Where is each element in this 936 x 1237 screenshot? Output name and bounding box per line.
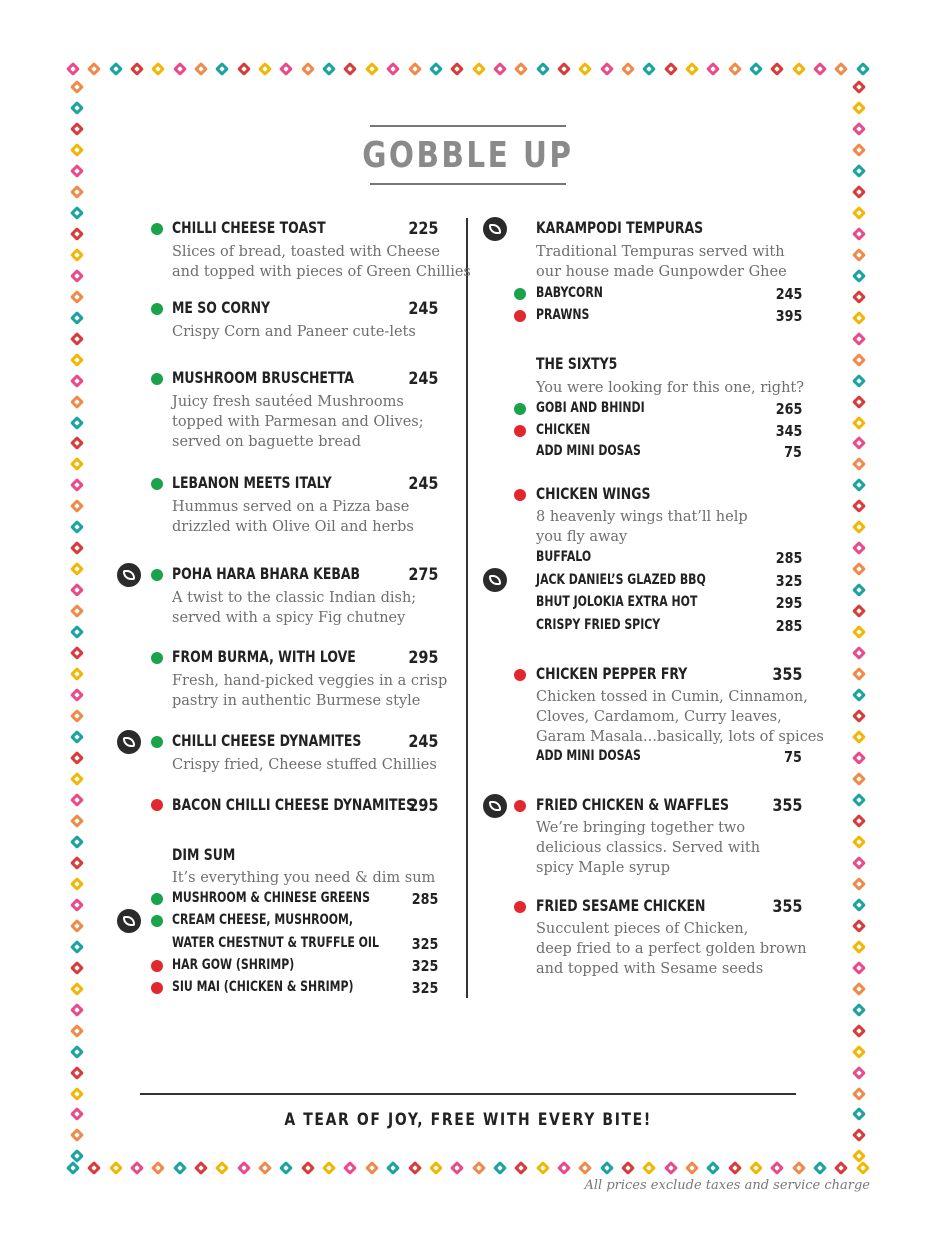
border-diamond xyxy=(70,290,84,304)
border-diamond xyxy=(685,62,699,76)
border-diamond xyxy=(151,1161,165,1175)
option-label: CRISPY FRIED SPICY xyxy=(536,617,661,633)
option-price: 325 xyxy=(411,935,438,953)
item-description: Crispy fried, Cheese stuffed Chillies xyxy=(172,757,437,773)
border-diamond xyxy=(852,415,866,429)
item-price: 225 xyxy=(407,219,438,239)
border-diamond xyxy=(322,1161,336,1175)
border-diamond xyxy=(66,62,80,76)
border-diamond xyxy=(70,961,84,975)
border-diamond xyxy=(792,62,806,76)
decorative-border-top xyxy=(68,60,868,78)
border-diamond xyxy=(70,667,84,681)
border-diamond xyxy=(856,62,870,76)
border-diamond xyxy=(834,1161,848,1175)
menu-item xyxy=(172,564,413,583)
non-veg-icon xyxy=(514,901,526,913)
item-price: 355 xyxy=(771,665,802,685)
border-diamond xyxy=(852,80,866,94)
border-diamond xyxy=(852,394,866,408)
option-label: CREAM CHEESE, MUSHROOM, xyxy=(172,912,354,928)
border-diamond xyxy=(70,604,84,618)
price-note: All prices exclude taxes and service charge xyxy=(584,1178,870,1193)
border-diamond xyxy=(685,1161,699,1175)
border-diamond xyxy=(852,101,866,115)
border-diamond xyxy=(258,62,272,76)
border-diamond xyxy=(429,1161,443,1175)
option-label: CHICKEN xyxy=(536,422,591,438)
border-diamond xyxy=(852,625,866,639)
border-diamond xyxy=(852,478,866,492)
option-label: ADD MINI DOSAS xyxy=(536,748,641,764)
item-description: 8 heavenly wings that’ll help you fly away xyxy=(536,509,748,545)
spicy-chili-icon xyxy=(483,568,507,592)
border-diamond xyxy=(852,185,866,199)
option-price: 285 xyxy=(775,549,802,567)
border-diamond xyxy=(70,1003,84,1017)
spicy-chili-icon xyxy=(117,563,141,587)
border-diamond xyxy=(215,1161,229,1175)
border-diamond xyxy=(852,772,866,786)
border-diamond xyxy=(852,1065,866,1079)
item-price: 245 xyxy=(407,732,438,752)
border-diamond xyxy=(279,62,293,76)
border-diamond xyxy=(852,332,866,346)
border-diamond xyxy=(852,898,866,912)
border-diamond xyxy=(70,646,84,660)
border-diamond xyxy=(429,62,443,76)
border-diamond xyxy=(343,62,357,76)
item-price: 275 xyxy=(407,565,438,585)
border-diamond xyxy=(70,499,84,513)
spicy-chili-icon xyxy=(483,217,507,241)
border-diamond xyxy=(706,62,720,76)
option-label: HAR GOW (SHRIMP) xyxy=(172,957,295,973)
item-price: 295 xyxy=(407,648,438,668)
item-name: THE SIXTY5 xyxy=(536,354,618,373)
veg-icon xyxy=(151,303,163,315)
menu-item xyxy=(172,298,298,317)
border-diamond xyxy=(852,583,866,597)
item-name: DIM SUM xyxy=(172,845,236,864)
veg-icon xyxy=(151,478,163,490)
border-diamond xyxy=(130,1161,144,1175)
veg-icon xyxy=(151,736,163,748)
border-diamond xyxy=(365,1161,379,1175)
option-price: 395 xyxy=(775,307,802,325)
border-diamond xyxy=(70,688,84,702)
border-diamond xyxy=(70,793,84,807)
option-price: 325 xyxy=(411,979,438,997)
border-diamond xyxy=(852,1128,866,1142)
border-diamond xyxy=(70,80,84,94)
border-diamond xyxy=(664,1161,678,1175)
menu-item xyxy=(536,896,753,915)
border-diamond xyxy=(70,814,84,828)
border-diamond xyxy=(386,1161,400,1175)
border-diamond xyxy=(70,1065,84,1079)
border-diamond xyxy=(852,227,866,241)
border-diamond xyxy=(66,1161,80,1175)
menu-item xyxy=(536,218,750,237)
option-price: 295 xyxy=(775,594,802,612)
item-description: Fresh, hand-picked veggies in a crisp pastry in authentic Burmese style xyxy=(172,673,448,709)
border-diamond xyxy=(70,1024,84,1038)
border-diamond xyxy=(109,62,123,76)
option-label: WATER CHESTNUT & TRUFFLE OIL xyxy=(172,935,379,951)
border-diamond xyxy=(852,940,866,954)
border-diamond xyxy=(642,1161,656,1175)
border-diamond xyxy=(70,520,84,534)
option-label: SIU MAI (CHICKEN & SHRIMP) xyxy=(172,979,354,995)
border-diamond xyxy=(173,1161,187,1175)
border-diamond xyxy=(852,982,866,996)
item-description: Hummus served on a Pizza base drizzled with Olive Oil and herbs xyxy=(172,499,414,535)
border-diamond xyxy=(70,1086,84,1100)
border-diamond xyxy=(852,520,866,534)
option-label: BUFFALO xyxy=(536,549,592,565)
border-diamond xyxy=(70,562,84,576)
item-name: FROM BURMA, WITH LOVE xyxy=(172,647,356,666)
border-diamond xyxy=(557,1161,571,1175)
border-diamond xyxy=(770,1161,784,1175)
border-diamond xyxy=(852,143,866,157)
border-diamond xyxy=(792,1161,806,1175)
item-description: Crispy Corn and Paneer cute-lets xyxy=(172,324,416,340)
border-diamond xyxy=(852,730,866,744)
item-name: CHILLI CHEESE TOAST xyxy=(172,218,326,237)
border-diamond xyxy=(728,1161,742,1175)
item-description: You were looking for this one, right? xyxy=(536,380,805,396)
item-name: CHICKEN WINGS xyxy=(536,484,651,503)
border-diamond xyxy=(852,248,866,262)
spicy-chili-icon xyxy=(117,730,141,754)
item-name: MUSHROOM BRUSCHETTA xyxy=(172,368,354,387)
decorative-border-bottom xyxy=(68,1159,868,1177)
column-divider xyxy=(466,218,468,998)
menu-item xyxy=(172,647,408,666)
border-diamond xyxy=(852,373,866,387)
border-diamond xyxy=(322,62,336,76)
border-diamond xyxy=(852,1149,866,1163)
border-diamond xyxy=(852,1003,866,1017)
border-diamond xyxy=(852,122,866,136)
border-diamond xyxy=(852,436,866,450)
border-diamond xyxy=(70,583,84,597)
border-diamond xyxy=(852,793,866,807)
menu-item xyxy=(536,795,783,814)
item-description: It’s everything you need & dim sum xyxy=(172,870,436,886)
tagline-text: A TEAR OF JOY, FREE WITH EVERY BITE! xyxy=(284,1110,652,1130)
border-diamond xyxy=(70,856,84,870)
border-diamond xyxy=(87,62,101,76)
non-veg-icon xyxy=(514,800,526,812)
border-diamond xyxy=(109,1161,123,1175)
border-diamond xyxy=(70,227,84,241)
item-name: CHILLI CHEESE DYNAMITES xyxy=(172,731,362,750)
non-veg-icon xyxy=(151,960,163,972)
border-diamond xyxy=(70,730,84,744)
border-diamond xyxy=(70,1044,84,1058)
border-diamond xyxy=(70,269,84,283)
border-diamond xyxy=(852,1044,866,1058)
border-diamond xyxy=(852,269,866,283)
border-diamond xyxy=(834,62,848,76)
border-diamond xyxy=(749,62,763,76)
item-description: We’re bringing together two delicious classics. Served with spicy Maple syrup xyxy=(536,820,761,876)
border-diamond xyxy=(852,835,866,849)
border-diamond xyxy=(852,1024,866,1038)
border-diamond xyxy=(664,62,678,76)
border-diamond xyxy=(70,982,84,996)
item-description: A twist to the classic Indian dish; served with a spicy Fig chutney xyxy=(172,590,417,626)
menu-item xyxy=(172,731,415,750)
border-diamond xyxy=(852,709,866,723)
border-diamond xyxy=(852,814,866,828)
border-diamond xyxy=(514,1161,528,1175)
border-diamond xyxy=(852,1086,866,1100)
border-diamond xyxy=(70,919,84,933)
border-diamond xyxy=(621,62,635,76)
item-name: KARAMPODI TEMPURAS xyxy=(536,218,704,237)
item-name: LEBANON MEETS ITALY xyxy=(172,473,332,492)
veg-icon xyxy=(151,652,163,664)
border-diamond xyxy=(279,1161,293,1175)
non-veg-icon xyxy=(514,425,526,437)
border-diamond xyxy=(70,940,84,954)
border-diamond xyxy=(70,415,84,429)
veg-icon xyxy=(151,373,163,385)
border-diamond xyxy=(813,62,827,76)
border-diamond xyxy=(70,835,84,849)
option-price: 325 xyxy=(775,572,802,590)
item-price: 355 xyxy=(771,796,802,816)
border-diamond xyxy=(852,646,866,660)
item-price: 355 xyxy=(771,897,802,917)
border-diamond xyxy=(852,604,866,618)
border-diamond xyxy=(87,1161,101,1175)
menu-item xyxy=(172,473,377,492)
page-title-frame xyxy=(362,125,574,185)
border-diamond xyxy=(70,1128,84,1142)
border-diamond xyxy=(852,541,866,555)
non-veg-icon xyxy=(514,489,526,501)
border-diamond xyxy=(301,1161,315,1175)
border-diamond xyxy=(813,1161,827,1175)
border-diamond xyxy=(852,164,866,178)
border-diamond xyxy=(852,688,866,702)
item-description: Chicken tossed in Cumin, Cinnamon, Cloves, Cardamom, Curry leaves, Garam Masala...basically, lots of spices xyxy=(536,689,824,745)
border-diamond xyxy=(852,206,866,220)
item-description: Succulent pieces of Chicken, deep fried to a perfect golden brown and topped with Sesame seeds xyxy=(536,921,807,977)
border-diamond xyxy=(173,62,187,76)
border-diamond xyxy=(70,436,84,450)
border-diamond xyxy=(621,1161,635,1175)
border-diamond xyxy=(852,499,866,513)
border-diamond xyxy=(365,62,379,76)
item-description: Traditional Tempuras served with our house made Gunpowder Ghee xyxy=(536,244,787,280)
item-name: FRIED SESAME CHICKEN xyxy=(536,896,706,915)
border-diamond xyxy=(770,62,784,76)
border-diamond xyxy=(70,164,84,178)
border-diamond xyxy=(450,62,464,76)
border-diamond xyxy=(70,394,84,408)
border-diamond xyxy=(70,373,84,387)
veg-icon xyxy=(514,403,526,415)
border-diamond xyxy=(578,1161,592,1175)
border-diamond xyxy=(70,625,84,639)
item-name: BACON CHILLI CHEESE DYNAMITES xyxy=(172,795,416,814)
border-diamond xyxy=(471,62,485,76)
veg-icon xyxy=(151,915,163,927)
item-name: FRIED CHICKEN & WAFFLES xyxy=(536,795,730,814)
border-diamond xyxy=(70,185,84,199)
border-diamond xyxy=(600,62,614,76)
border-diamond xyxy=(70,206,84,220)
border-diamond xyxy=(514,62,528,76)
border-diamond xyxy=(535,62,549,76)
option-price: 285 xyxy=(411,890,438,908)
border-diamond xyxy=(852,751,866,765)
item-price: 245 xyxy=(407,369,438,389)
option-label: BABYCORN xyxy=(536,285,603,301)
border-diamond xyxy=(70,751,84,765)
item-price: 295 xyxy=(407,796,438,816)
border-diamond xyxy=(856,1161,870,1175)
border-diamond xyxy=(450,1161,464,1175)
veg-icon xyxy=(514,288,526,300)
border-diamond xyxy=(749,1161,763,1175)
veg-icon xyxy=(151,223,163,235)
border-diamond xyxy=(70,1149,84,1163)
border-diamond xyxy=(852,877,866,891)
border-diamond xyxy=(194,62,208,76)
item-description: Juicy fresh sautéed Mushrooms topped with Parmesan and Olives; served on baguette bread xyxy=(172,394,424,450)
border-diamond xyxy=(70,478,84,492)
spicy-chili-icon xyxy=(483,794,507,818)
spicy-chili-icon xyxy=(117,909,141,933)
page-title: GOBBLE UP xyxy=(362,134,574,176)
non-veg-icon xyxy=(514,669,526,681)
decorative-border-left xyxy=(68,82,86,1162)
non-veg-icon xyxy=(151,799,163,811)
border-diamond xyxy=(215,62,229,76)
border-diamond xyxy=(852,290,866,304)
border-diamond xyxy=(407,62,421,76)
option-label: BHUT JOLOKIA EXTRA HOT xyxy=(536,594,698,610)
option-label: PRAWNS xyxy=(536,307,590,323)
menu-item xyxy=(536,484,683,503)
border-diamond xyxy=(852,856,866,870)
option-label: MUSHROOM & CHINESE GREENS xyxy=(172,890,370,906)
veg-icon xyxy=(151,569,163,581)
option-price: 245 xyxy=(775,285,802,303)
item-price: 245 xyxy=(407,299,438,319)
border-diamond xyxy=(852,919,866,933)
menu-item xyxy=(172,218,369,237)
option-price: 345 xyxy=(775,422,802,440)
option-price: 285 xyxy=(775,617,802,635)
border-diamond xyxy=(70,248,84,262)
option-price: 75 xyxy=(784,748,802,766)
item-price: 245 xyxy=(407,474,438,494)
border-diamond xyxy=(70,877,84,891)
menu-item xyxy=(536,354,640,373)
border-diamond xyxy=(301,62,315,76)
menu-item-dim-sum xyxy=(172,845,253,864)
border-diamond xyxy=(852,311,866,325)
border-diamond xyxy=(600,1161,614,1175)
border-diamond xyxy=(557,62,571,76)
non-veg-icon xyxy=(514,310,526,322)
option-price: 265 xyxy=(775,400,802,418)
footer-divider xyxy=(140,1093,796,1095)
border-diamond xyxy=(493,62,507,76)
border-diamond xyxy=(852,457,866,471)
border-diamond xyxy=(852,353,866,367)
border-diamond xyxy=(70,143,84,157)
border-diamond xyxy=(343,1161,357,1175)
border-diamond xyxy=(70,332,84,346)
menu-item xyxy=(536,664,730,683)
option-label: ADD MINI DOSAS xyxy=(536,443,641,459)
item-name: POHA HARA BHARA KEBAB xyxy=(172,564,361,583)
item-description: Slices of bread, toasted with Cheese and topped with pieces of Green Chillies xyxy=(172,244,471,280)
border-diamond xyxy=(852,562,866,576)
border-diamond xyxy=(70,101,84,115)
border-diamond xyxy=(70,898,84,912)
option-label: GOBI AND BHINDI xyxy=(536,400,645,416)
border-diamond xyxy=(407,1161,421,1175)
item-name: CHICKEN PEPPER FRY xyxy=(536,664,688,683)
item-name: ME SO CORNY xyxy=(172,298,271,317)
border-diamond xyxy=(578,62,592,76)
decorative-border-right xyxy=(850,82,868,1162)
non-veg-icon xyxy=(151,982,163,994)
border-diamond xyxy=(493,1161,507,1175)
border-diamond xyxy=(130,62,144,76)
border-diamond xyxy=(70,457,84,471)
border-diamond xyxy=(70,311,84,325)
border-diamond xyxy=(151,62,165,76)
border-diamond xyxy=(70,353,84,367)
veg-icon xyxy=(151,893,163,905)
border-diamond xyxy=(852,667,866,681)
option-label: JACK DANIEL’S GLAZED BBQ xyxy=(536,572,706,588)
border-diamond xyxy=(70,772,84,786)
option-price: 75 xyxy=(784,443,802,461)
tagline xyxy=(0,1110,936,1130)
border-diamond xyxy=(70,541,84,555)
border-diamond xyxy=(194,1161,208,1175)
border-diamond xyxy=(258,1161,272,1175)
border-diamond xyxy=(471,1161,485,1175)
option-price: 325 xyxy=(411,957,438,975)
border-diamond xyxy=(642,62,656,76)
border-diamond xyxy=(237,62,251,76)
border-diamond xyxy=(728,62,742,76)
border-diamond xyxy=(535,1161,549,1175)
border-diamond xyxy=(70,709,84,723)
border-diamond xyxy=(852,961,866,975)
border-diamond xyxy=(70,122,84,136)
border-diamond xyxy=(706,1161,720,1175)
border-diamond xyxy=(386,62,400,76)
border-diamond xyxy=(237,1161,251,1175)
menu-item xyxy=(172,368,405,387)
